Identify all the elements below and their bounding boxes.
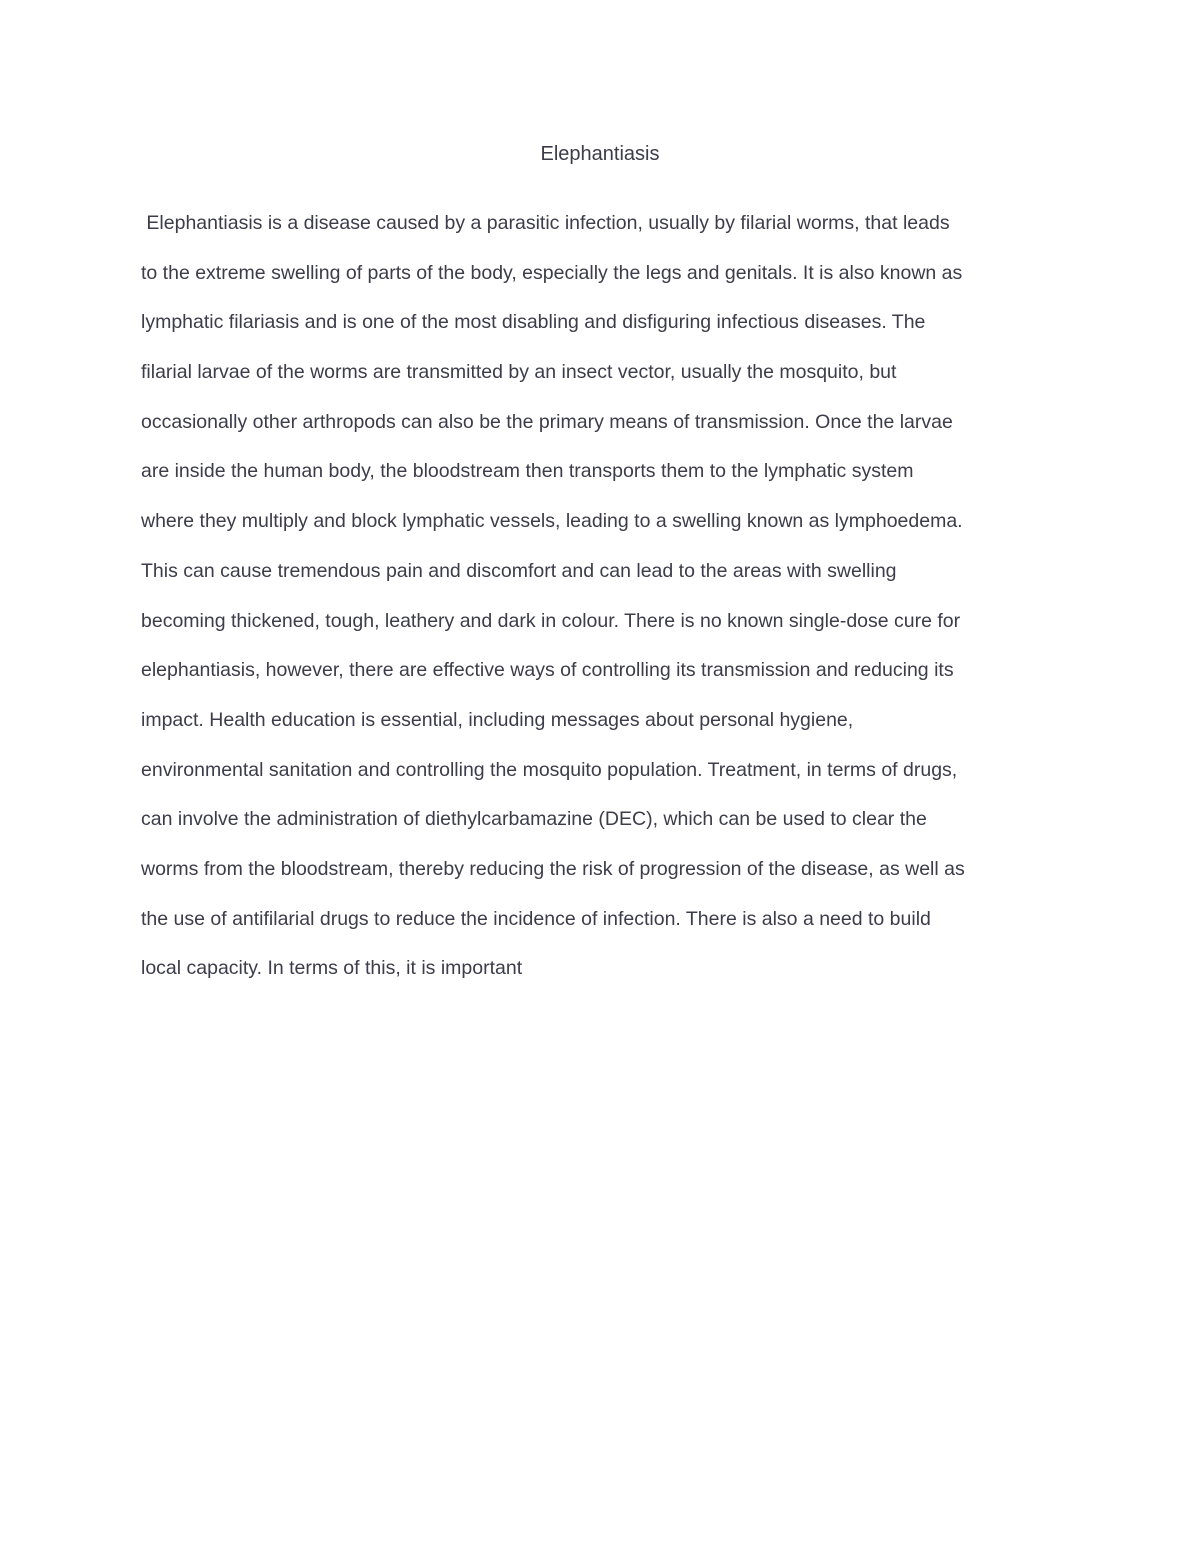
body-line: local capacity. In terms of this, it is important: [141, 957, 523, 980]
body-line: can involve the administration of diethylcarbamazine (DEC), which can be used to clear the: [141, 808, 927, 831]
body-line: to the extreme swelling of parts of the body, especially the legs and genitals. It is also known as: [141, 261, 963, 284]
body-line: becoming thickened, tough, leathery and dark in colour. There is no known single-dose cure for: [141, 609, 961, 632]
body-line: the use of antifilarial drugs to reduce the incidence of infection. There is also a need to build: [141, 907, 931, 930]
body-line: lymphatic filariasis and is one of the most disabling and disfiguring infectious diseases. The: [141, 311, 926, 334]
body-line: This can cause tremendous pain and discomfort and can lead to the areas with swelling: [141, 559, 897, 582]
body-line: environmental sanitation and controlling the mosquito population. Treatment, in terms of drugs,: [141, 758, 958, 781]
body-line: occasionally other arthropods can also be the primary means of transmission. Once the larvae: [141, 410, 953, 433]
document-body: [141, 206, 1061, 1001]
body-line: elephantiasis, however, there are effective ways of controlling its transmission and reducing its: [141, 659, 954, 682]
body-line: where they multiply and block lymphatic vessels, leading to a swelling known as lymphoedema.: [141, 510, 963, 533]
body-line: worms from the bloodstream, thereby reducing the risk of progression of the disease, as well as: [141, 857, 965, 880]
document-title: Elephantiasis: [540, 143, 660, 165]
body-line: are inside the human body, the bloodstream then transports them to the lymphatic system: [141, 460, 914, 483]
body-line: impact. Health education is essential, including messages about personal hygiene,: [141, 708, 854, 731]
body-line: filarial larvae of the worms are transmitted by an insect vector, usually the mosquito, but: [141, 361, 897, 384]
body-line: Elephantiasis is a disease caused by a parasitic infection, usually by filarial worms, that leads: [141, 212, 950, 234]
